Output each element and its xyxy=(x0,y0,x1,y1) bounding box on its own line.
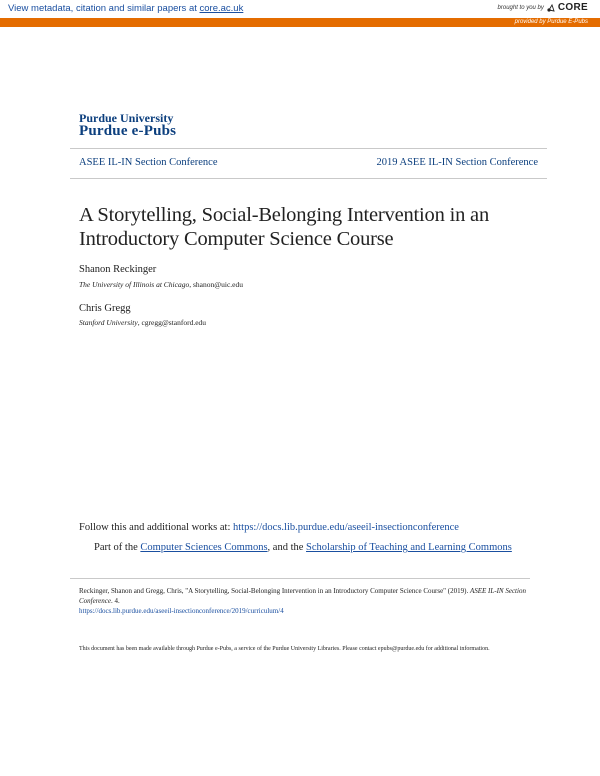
provided-by-link[interactable]: provided by Purdue E-Pubs xyxy=(514,19,588,25)
divider-citation xyxy=(70,578,530,579)
core-logo-text: CORE xyxy=(557,2,588,13)
core-banner xyxy=(0,0,600,18)
collection-link[interactable]: ASEE IL-IN Section Conference xyxy=(79,157,218,168)
follow-line xyxy=(79,522,459,533)
core-logo-icon xyxy=(546,3,556,13)
affiliation-name: Stanford University xyxy=(79,318,138,327)
divider-top xyxy=(70,148,547,149)
recommended-citation xyxy=(79,586,529,616)
follow-label: Follow this and additional works at: xyxy=(79,522,233,533)
author-email: cgregg@stanford.edu xyxy=(141,318,207,327)
citation-venue: ASEE IL-IN Section Conference xyxy=(79,587,526,605)
provided-by-bar xyxy=(0,18,600,27)
author-name: Chris Gregg xyxy=(79,303,131,314)
author-name: Shanon Reckinger xyxy=(79,264,157,275)
affiliation-name: The University of Illinois at Chicago xyxy=(79,280,190,289)
part-of-line xyxy=(79,541,539,554)
computer-sciences-commons-link[interactable]: Computer Sciences Commons xyxy=(140,542,268,553)
core-branding[interactable] xyxy=(498,2,588,13)
core-metadata-text: View metadata, citation and similar papers at xyxy=(8,3,200,14)
conference-link[interactable]: 2019 ASEE IL-IN Section Conference xyxy=(376,157,538,168)
follow-link[interactable]: https://docs.lib.purdue.edu/aseeil-insectionconference xyxy=(233,522,459,533)
citation-text: Reckinger, Shanon and Gregg, Chris, "A Storytelling, Social-Belonging Intervention in an Introductory Computer Science Course" (2019). xyxy=(79,587,470,595)
author-affiliation: Stanford University, cgregg@stanford.edu xyxy=(79,318,207,327)
university-name[interactable]: Purdue University xyxy=(79,111,174,125)
core-ac-uk-link[interactable]: core.ac.uk xyxy=(199,3,244,14)
citation-suffix: . 4. xyxy=(111,597,120,605)
repository-name[interactable]: Purdue e-Pubs xyxy=(79,123,177,139)
citation-url[interactable]: https://docs.lib.purdue.edu/aseeil-insectionconference/2019/curriculum/4 xyxy=(79,607,284,615)
sotl-commons-link[interactable]: Scholarship of Teaching and Learning Commons xyxy=(306,542,512,553)
availability-notice: This document has been made available through Purdue e-Pubs, a service of the Purdue University Libraries. Please contact epubs@purdue.edu for additional information. xyxy=(79,646,490,652)
part-of-middle: , and the xyxy=(267,542,307,553)
author-email: shanon@uic.edu xyxy=(192,280,243,289)
paper-title: A Storytelling, Social-Belonging Intervention in an Introductory Computer Science Course xyxy=(79,204,489,250)
core-metadata-link[interactable] xyxy=(8,3,243,14)
brought-by-text: brought to you by xyxy=(497,4,544,11)
divider-bottom xyxy=(70,178,547,179)
part-of-prefix: Part of the xyxy=(94,542,141,553)
author-affiliation: The University of Illinois at Chicago, shanon@uic.edu xyxy=(79,280,243,289)
